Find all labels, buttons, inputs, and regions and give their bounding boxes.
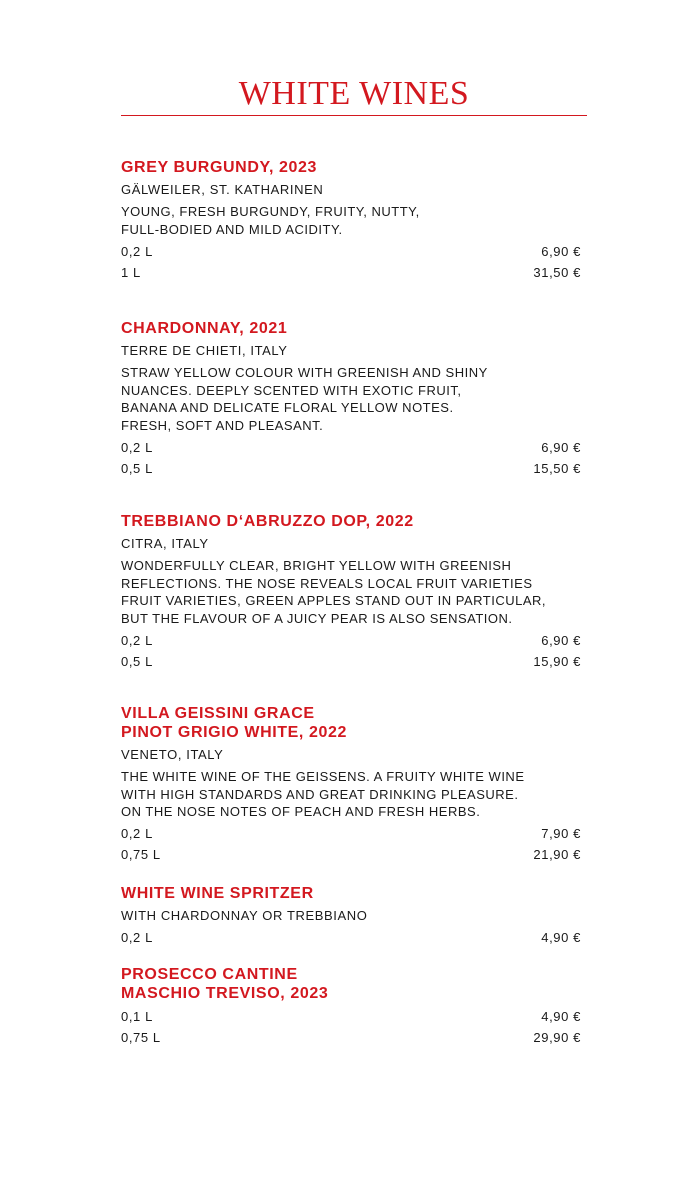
serving-size: 0,2 L: [121, 243, 153, 259]
serving-size: 0,1 L: [121, 1008, 153, 1024]
wine-origin: VENETO, ITALY: [121, 747, 224, 762]
wine-origin: TERRE DE CHIETI, ITALY: [121, 343, 288, 358]
price-row: [121, 437, 581, 458]
price: 21,90 €: [533, 847, 581, 862]
price-row: [121, 630, 581, 651]
price: 15,50 €: [533, 460, 581, 476]
wine-name: [121, 965, 581, 1003]
price-row: [121, 845, 581, 866]
description-line: STRAW YELLOW COLOUR WITH GREENISH AND SHINY: [121, 365, 488, 380]
serving-size: 1 L: [121, 264, 141, 280]
serving-size: 0,75 L: [121, 847, 161, 862]
description-line: ON THE NOSE NOTES OF PEACH AND FRESH HERBS.: [121, 804, 481, 819]
wine-name-line: CHARDONNAY, 2021: [121, 320, 288, 337]
page-title: WHITE WINES: [238, 75, 470, 112]
wine-item-white-wine-spritzer: [121, 884, 581, 948]
wine-name: [121, 704, 581, 742]
wine-name: [121, 512, 581, 531]
wine-name-line: MASCHIO TREVISO, 2023: [121, 985, 329, 1002]
wine-item-trebbiano: [121, 512, 581, 672]
price-row: [121, 241, 581, 262]
description-line: REFLECTIONS. THE NOSE REVEALS LOCAL FRUIT VARIETIES: [121, 575, 533, 591]
wine-name: [121, 319, 581, 338]
wine-description: [121, 364, 581, 434]
wine-name: [121, 884, 581, 903]
serving-size: 0,2 L: [121, 826, 153, 841]
price: 7,90 €: [541, 826, 581, 841]
price-list: [121, 437, 581, 479]
wine-name-line: PINOT GRIGIO WHITE, 2022: [121, 724, 347, 741]
wine-name: [121, 158, 581, 177]
serving-size: 0,75 L: [121, 1029, 161, 1045]
wine-name-line: TREBBIANO D‘ABRUZZO DOP, 2022: [121, 513, 414, 530]
price-row: [121, 927, 581, 948]
serving-size: 0,5 L: [121, 653, 153, 669]
serving-size: 0,2 L: [121, 439, 153, 455]
price-list: [121, 630, 581, 672]
price-list: [121, 1006, 581, 1048]
price-list: [121, 824, 581, 866]
price: 4,90 €: [541, 929, 581, 945]
wine-name-line: GREY BURGUNDY, 2023: [121, 159, 318, 176]
price: 31,50 €: [533, 264, 581, 280]
price: 4,90 €: [541, 1008, 581, 1024]
price-row: [121, 824, 581, 845]
price: 6,90 €: [541, 439, 581, 455]
price: 29,90 €: [533, 1029, 581, 1045]
wine-origin: GÄLWEILER, ST. KATHARINEN: [121, 182, 324, 197]
wine-description: [121, 203, 581, 238]
price: 6,90 €: [541, 243, 581, 259]
wine-item-prosecco: [121, 965, 581, 1048]
price-list: [121, 927, 581, 948]
serving-size: 0,5 L: [121, 460, 153, 476]
price-row: [121, 1027, 581, 1048]
serving-size: 0,2 L: [121, 929, 153, 945]
description-line: WITH HIGH STANDARDS AND GREAT DRINKING PLEASURE.: [121, 786, 519, 802]
price-list: [121, 241, 581, 283]
description-line: FRESH, SOFT AND PLEASANT.: [121, 417, 324, 433]
wine-description: [121, 557, 581, 627]
serving-size: 0,2 L: [121, 632, 153, 648]
title-divider: [121, 115, 587, 116]
wine-origin: CITRA, ITALY: [121, 536, 209, 551]
wine-item-chardonnay: [121, 319, 581, 479]
price: 15,90 €: [533, 653, 581, 669]
wine-origin: WITH CHARDONNAY OR TREBBIANO: [121, 908, 368, 923]
price-row: [121, 1006, 581, 1027]
description-line: BUT THE FLAVOUR OF A JUICY PEAR IS ALSO SENSATION.: [121, 610, 513, 626]
wine-item-grey-burgundy: [121, 158, 581, 283]
price-row: [121, 262, 581, 283]
description-line: THE WHITE WINE OF THE GEISSENS. A FRUITY WHITE WINE: [121, 769, 525, 784]
description-line: WONDERFULLY CLEAR, BRIGHT YELLOW WITH GREENISH: [121, 558, 512, 573]
description-line: FULL-BODIED AND MILD ACIDITY.: [121, 221, 343, 237]
wine-description: [121, 768, 581, 821]
description-line: FRUIT VARIETIES, GREEN APPLES STAND OUT IN PARTICULAR,: [121, 593, 547, 608]
wine-name-line: WHITE WINE SPRITZER: [121, 885, 314, 902]
description-line: YOUNG, FRESH BURGUNDY, FRUITY, NUTTY,: [121, 204, 420, 219]
price-row: [121, 458, 581, 479]
description-line: NUANCES. DEEPLY SCENTED WITH EXOTIC FRUIT,: [121, 382, 462, 398]
wine-name-line: VILLA GEISSINI GRACE: [121, 705, 315, 722]
wine-name-line: PROSECCO CANTINE: [121, 966, 298, 983]
wine-item-villa-geissini: [121, 704, 581, 866]
price: 6,90 €: [541, 632, 581, 648]
price-row: [121, 651, 581, 672]
description-line: BANANA AND DELICATE FLORAL YELLOW NOTES.: [121, 400, 454, 415]
